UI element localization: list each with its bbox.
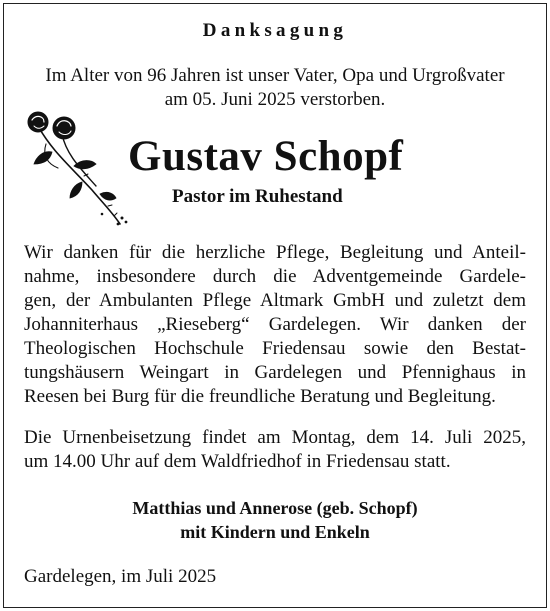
thanks-line: Johanniterhaus „Rieseberg“ Gardelegen. Wir danken der (24, 314, 526, 335)
deceased-name: Gustav Schopf (128, 133, 404, 180)
burial-line: Die Urnenbeisetzung findet am Montag, dem 14. Juli 2025, (24, 427, 526, 448)
thanks-line: Wir danken für die herzliche Pflege, Begleitung und Anteil- (24, 242, 526, 263)
thanks-paragraph (24, 241, 526, 409)
signers-line: mit Kindern und Enkeln (180, 522, 370, 542)
signers-line: Matthias und Annerose (geb. Schopf) (132, 498, 418, 518)
thanks-line: gen, der Ambulanten Pflege Altmark GmbH und zuletzt dem (24, 290, 526, 311)
place-date: Gardelegen, im Juli 2025 (24, 566, 217, 587)
signers-block (0, 496, 550, 544)
burial-paragraph (24, 426, 526, 474)
thanks-line: nahme, insbesondere durch die Adventgemeinde Gardele- (24, 266, 526, 287)
deceased-role: Pastor im Ruhestand (172, 186, 343, 207)
thanks-line: tungshäusern Weingart in Gardelegen und Pfennighaus in (24, 362, 526, 383)
intro-line: am 05. Juni 2025 verstorben. (164, 89, 386, 110)
intro-text (0, 64, 550, 112)
burial-line: um 14.00 Uhr auf dem Waldfriedhof in Friedensau statt. (24, 451, 451, 472)
thanks-line: Reesen bei Burg für die freundliche Beratung und Begleitung. (24, 386, 496, 407)
thanks-line: Theologischen Hochschule Friedensau sowie den Bestat- (24, 338, 526, 359)
intro-line: Im Alter von 96 Jahren ist unser Vater, Opa und Urgroßvater (45, 65, 505, 86)
notice-heading: Danksagung (202, 20, 348, 41)
rose-icon (22, 106, 134, 228)
